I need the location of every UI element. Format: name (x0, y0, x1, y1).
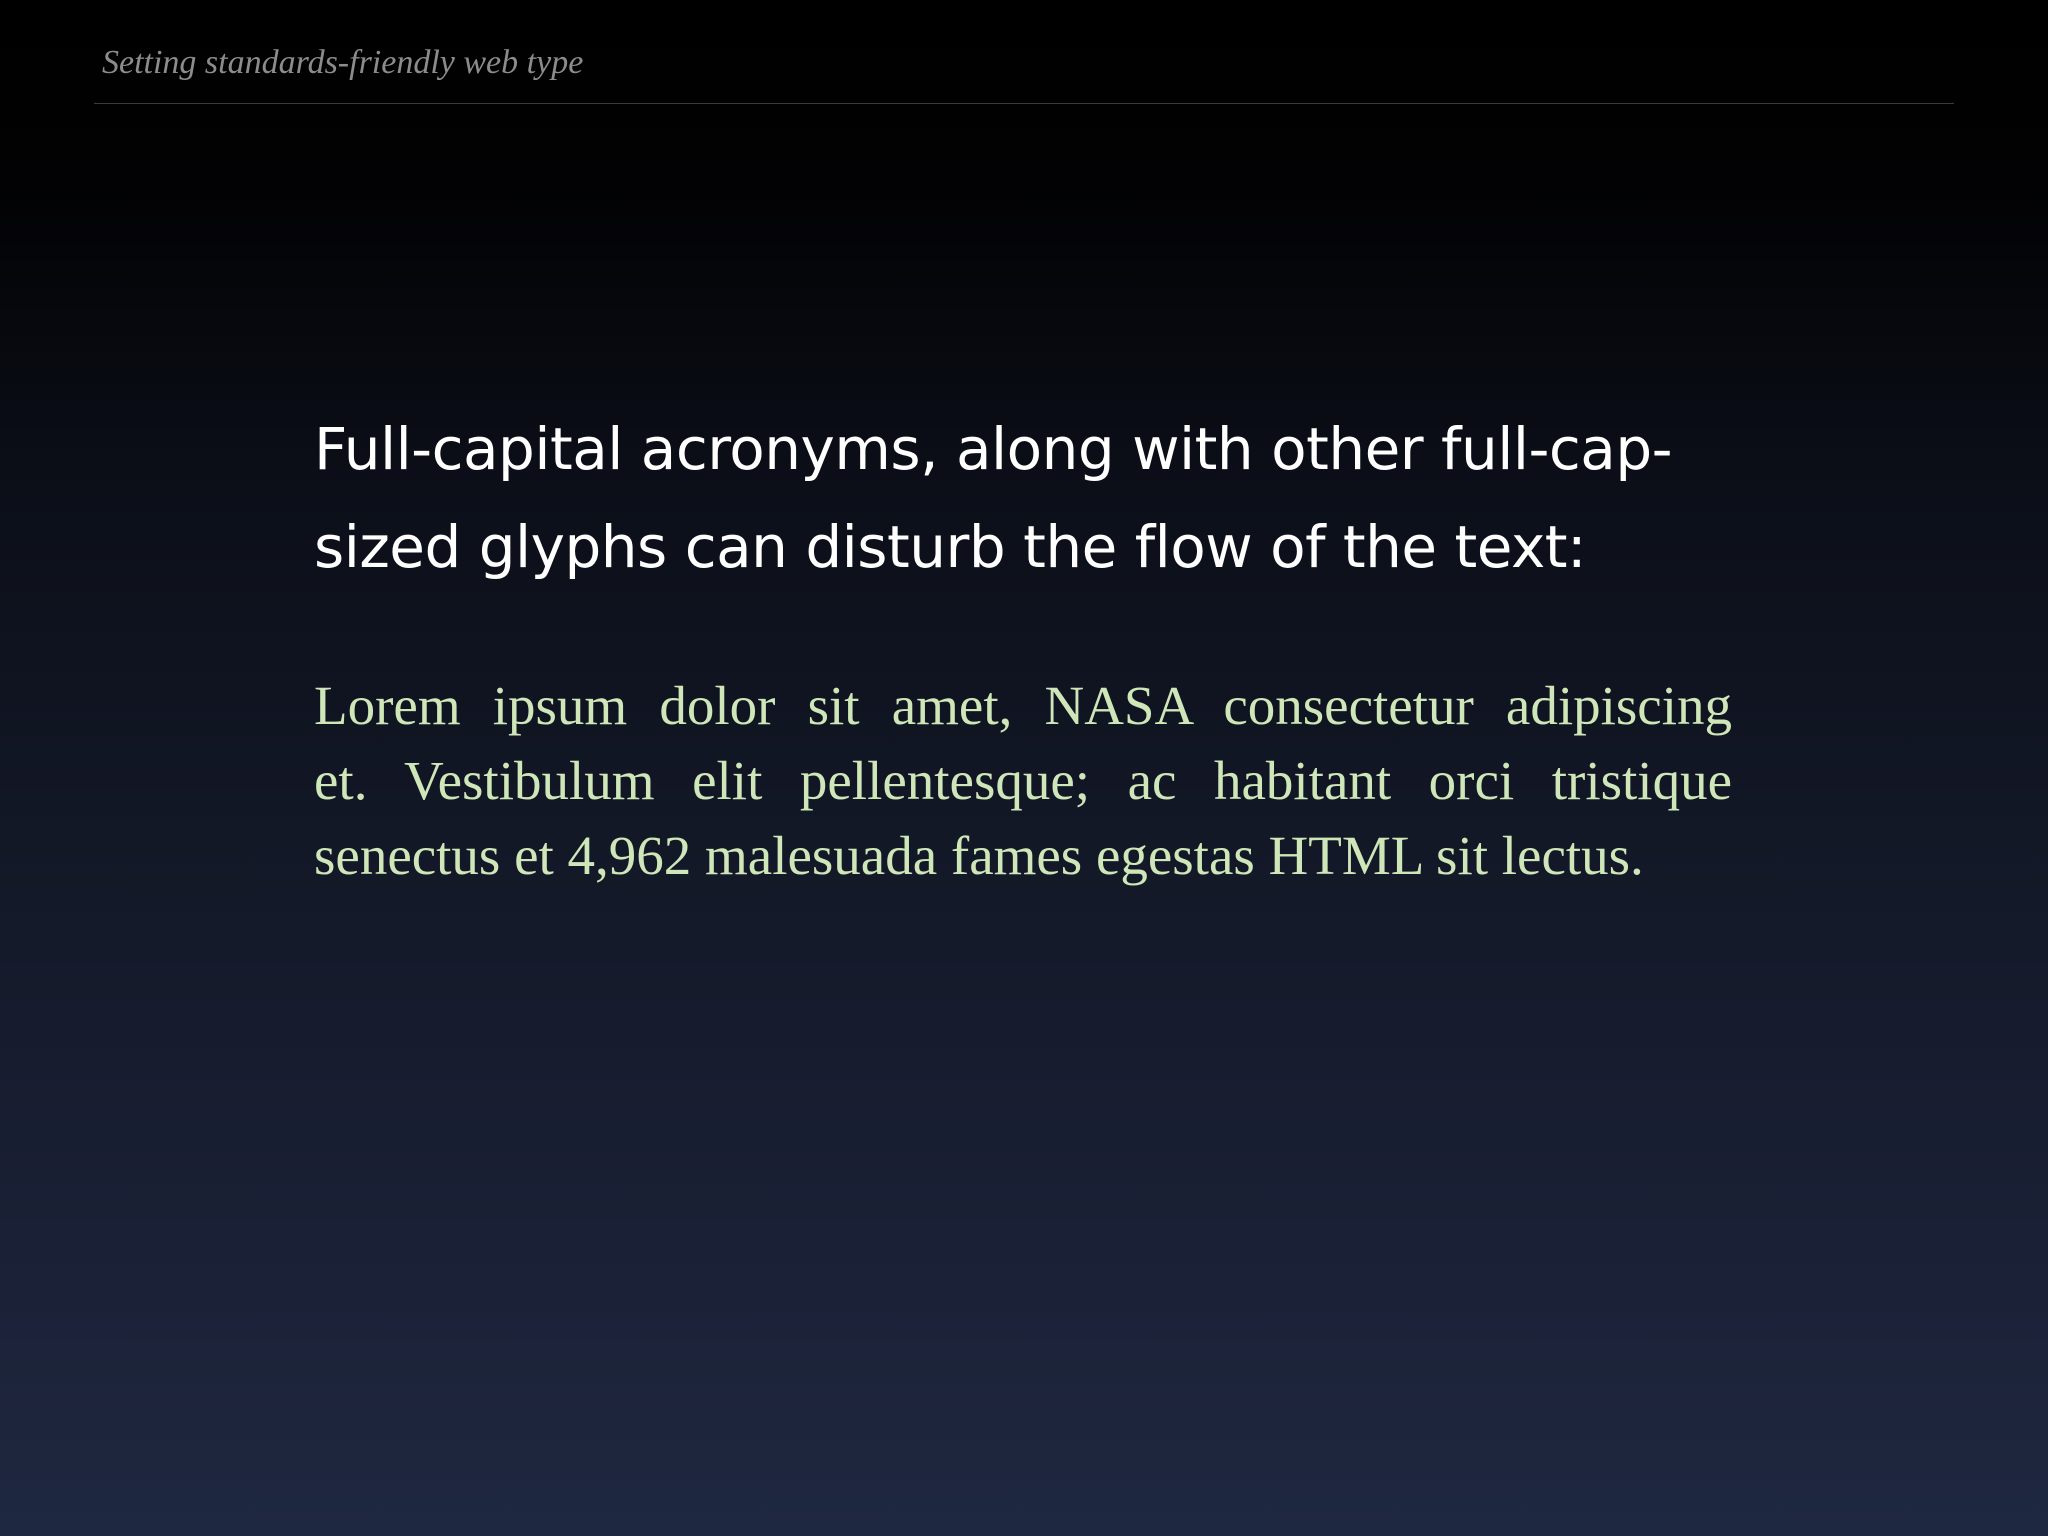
sample-line-3: senectus et 4,962 malesuada fames egestas HTML sit lectus. (314, 825, 1644, 886)
slide-header: Setting standards-friendly web type (102, 44, 584, 81)
slide-heading (314, 400, 1764, 596)
sample-paragraph (314, 668, 1732, 893)
header-divider (94, 103, 1954, 104)
heading-line-2: sized glyphs can disturb the flow of the text: (314, 513, 1587, 581)
sample-line-1: Lorem ipsum dolor sit amet, NASA consectetur adipiscing (314, 675, 1732, 736)
sample-line-2: et. Vestibulum elit pellentesque; ac habitant orci tristique (314, 750, 1732, 811)
heading-line-1: Full-capital acronyms, along with other full-cap- (314, 415, 1673, 483)
